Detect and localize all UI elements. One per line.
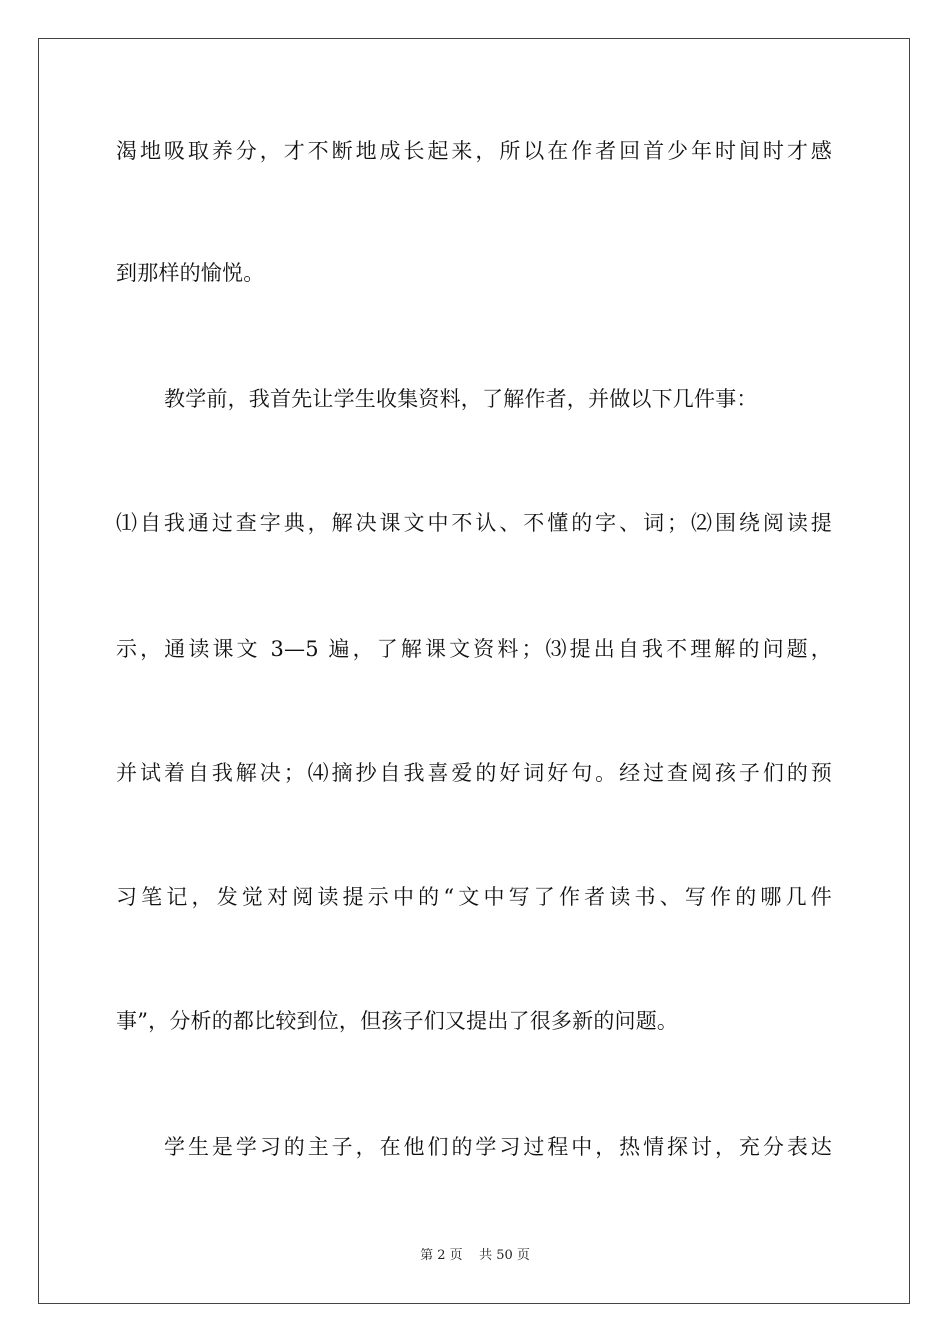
paragraph-first-line: 教学前，我首先让学生收集资料，了解作者，并做以下几件事： [164,387,758,411]
body-text-line: 并试着自我解决；⑷摘抄自我喜爱的好词好句。经过查阅孩子们的预 [116,761,832,785]
body-text-line: 示，通读课文 3—5 遍，了解课文资料；⑶提出自我不理解的问题， [116,637,832,661]
page-number-footer: 第 2 页 共 50 页 [420,1248,530,1263]
body-text-line: 事”，分析的都比较到位，但孩子们又提出了很多新的问题。 [116,1009,679,1033]
page-border [38,38,910,1304]
body-text-line: 习笔记，发觉对阅读提示中的“文中写了作者读书、写作的哪几件 [116,885,832,909]
body-text-line: ⑴自我通过查字典，解决课文中不认、不懂的字、词；⑵围绕阅读提 [116,511,832,535]
paragraph-first-line: 学生是学习的主子，在他们的学习过程中，热情探讨，充分表达 [164,1135,832,1159]
body-text-line: 到那样的愉悦。 [116,261,265,285]
body-text-line: 渴地吸取养分，才不断地成长起来，所以在作者回首少年时间时才感 [116,139,832,163]
